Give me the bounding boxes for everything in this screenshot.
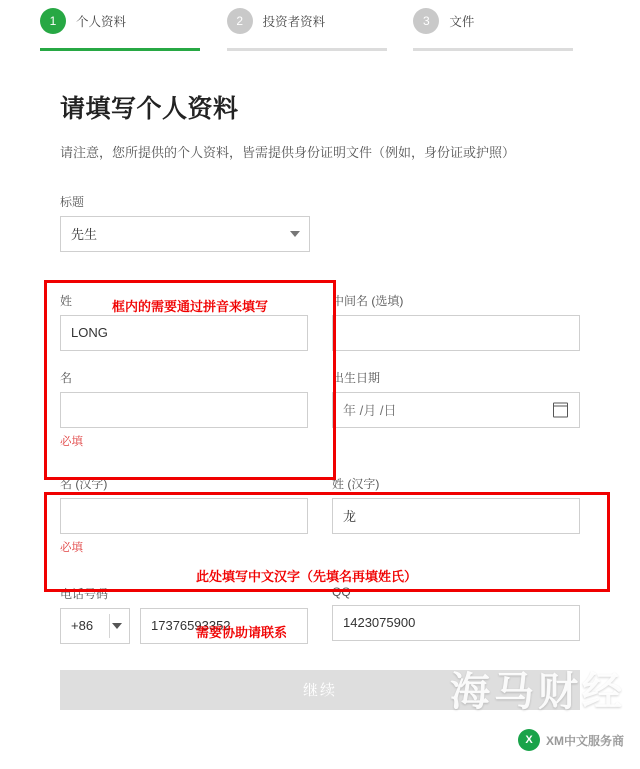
- step-label-2: 投资者资料: [262, 15, 326, 29]
- step-documents-top: [413, 8, 474, 34]
- phone-number-input[interactable]: 17376593352: [140, 608, 308, 644]
- first-name-error: 必填: [60, 435, 83, 448]
- name-row-1: [60, 292, 580, 351]
- salutation-select[interactable]: 先生: [60, 216, 310, 252]
- step-number-1: 1: [40, 8, 66, 34]
- birth-date-group: [332, 369, 580, 449]
- progress-stepper: [0, 0, 640, 51]
- continue-button[interactable]: 继续: [60, 670, 580, 710]
- personal-info-form: [0, 89, 640, 710]
- page-title: 请填写个人资料: [60, 95, 239, 123]
- step-progress-bar-1: [40, 48, 200, 51]
- annotation-text-chinese: 此处填写中文汉字（先填名再填姓氏）: [196, 569, 418, 584]
- phone-row: [60, 608, 308, 644]
- annotation-text-help: 需要协助请联系: [196, 625, 288, 640]
- last-name-cn-input[interactable]: 龙: [332, 498, 580, 534]
- first-name-cn-input[interactable]: [60, 498, 308, 534]
- step-label-3: 文件: [449, 15, 475, 29]
- contact-row: [60, 585, 580, 644]
- step-progress-bar-3: [413, 48, 573, 51]
- salutation-select-wrap[interactable]: [60, 216, 310, 252]
- step-investor-info[interactable]: [227, 8, 414, 51]
- calendar-icon[interactable]: [553, 402, 568, 417]
- xm-badge-icon: X: [518, 729, 540, 751]
- country-code-divider: [109, 614, 110, 638]
- country-code-value[interactable]: +86: [60, 608, 130, 644]
- salutation-label: 标题: [60, 194, 85, 209]
- watermark-sub: zzrtoi.ch: [384, 723, 500, 750]
- phone-label: 电话号码: [60, 586, 109, 601]
- first-name-cn-group: [60, 475, 308, 555]
- last-name-group: [60, 292, 308, 351]
- last-name-cn-label: 姓 (汉字): [332, 476, 380, 491]
- chevron-down-icon-country: [112, 623, 122, 629]
- birth-date-field[interactable]: [332, 392, 580, 428]
- middle-name-input[interactable]: [332, 315, 580, 351]
- qq-label: QQ: [332, 584, 351, 599]
- birth-date-placeholder: 年 /月 /日: [343, 403, 397, 418]
- first-name-input[interactable]: [60, 392, 308, 428]
- step-progress-bar-2: [227, 48, 387, 51]
- annotation-text-pinyin: 框内的需要通过拼音来填写: [112, 299, 269, 314]
- last-name-label: 姓: [60, 293, 73, 308]
- last-name-cn-group: [332, 475, 580, 555]
- first-name-cn-error: 必填: [60, 541, 83, 554]
- salutation-group: [60, 193, 580, 252]
- step-personal-info[interactable]: [40, 8, 227, 51]
- step-documents[interactable]: [413, 8, 600, 51]
- last-name-input[interactable]: LONG: [60, 315, 308, 351]
- first-name-label: 名: [60, 370, 73, 385]
- first-name-cn-label: 名 (汉字): [60, 476, 108, 491]
- step-label-1: 个人资料: [76, 15, 127, 29]
- qq-input[interactable]: 1423075900: [332, 605, 580, 641]
- page-subtitle: 请注意，您所提供的个人资料，皆需提供身份证明文件（例如，身份证或护照）: [60, 145, 516, 160]
- step-personal-info-top: [40, 8, 126, 34]
- qq-group: [332, 585, 580, 644]
- birth-date-label: 出生日期: [332, 370, 381, 385]
- phone-group: [60, 585, 308, 644]
- watermark-main: 海马财经: [450, 670, 626, 714]
- middle-name-group: [332, 292, 580, 351]
- chinese-name-row: [60, 475, 580, 555]
- watermark-badge-text: XM中文服务商: [545, 733, 624, 748]
- name-row-2: [60, 369, 580, 449]
- step-number-2: 2: [227, 8, 253, 34]
- first-name-group: [60, 369, 308, 449]
- country-code-select[interactable]: [60, 608, 130, 644]
- watermark-logo: [518, 729, 624, 751]
- step-investor-info-top: [227, 8, 326, 34]
- birth-date-input[interactable]: [332, 392, 580, 428]
- step-number-3: 3: [413, 8, 439, 34]
- middle-name-label: 中间名 (选填): [332, 293, 404, 308]
